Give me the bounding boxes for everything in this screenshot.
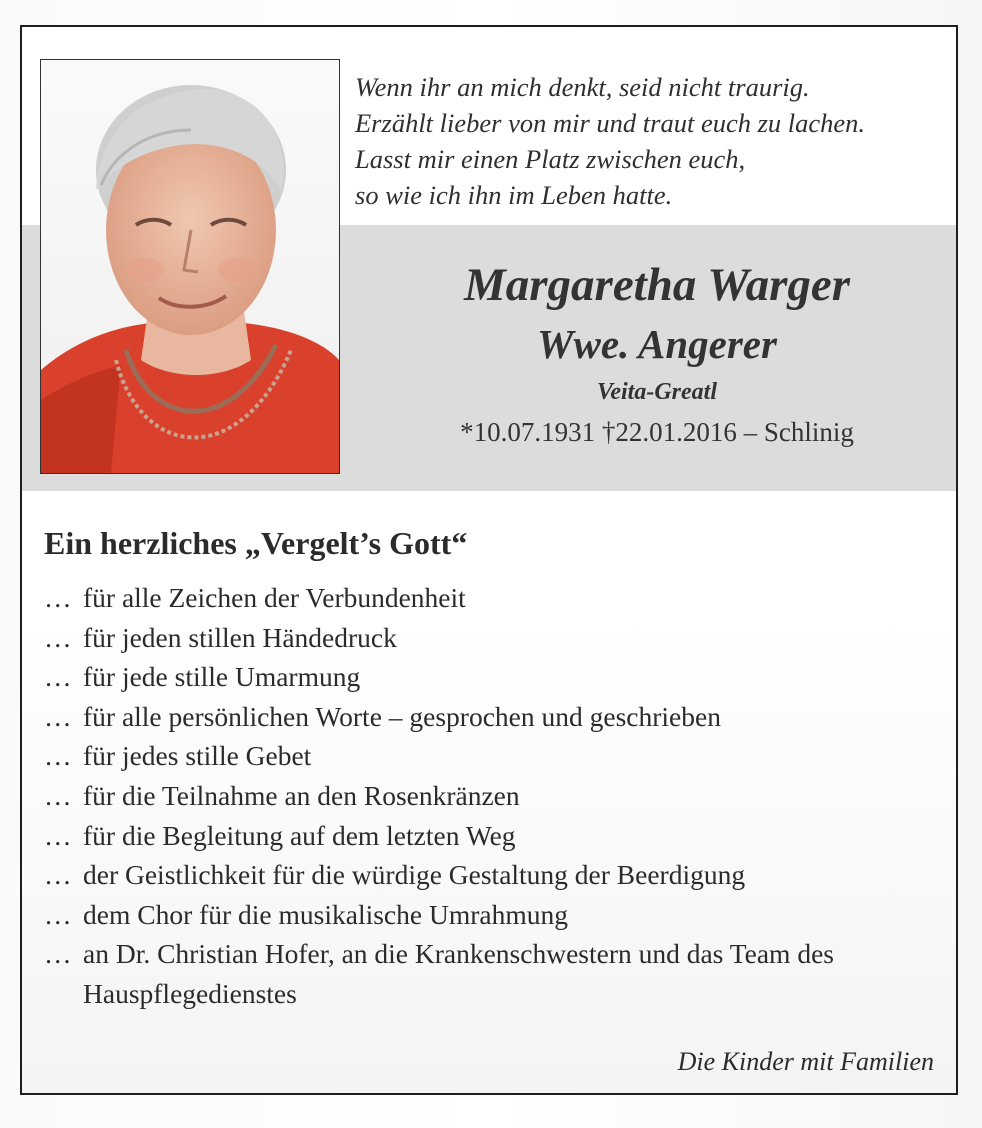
- portrait-image: [41, 60, 339, 473]
- ellipsis-bullet: …: [44, 661, 72, 693]
- poem: [355, 69, 955, 213]
- poem-line: so wie ich ihn im Leben hatte.: [355, 180, 673, 210]
- thanks-list: [44, 578, 944, 1014]
- list-item: [44, 776, 944, 816]
- ellipsis-bullet: …: [44, 779, 72, 811]
- list-item-text: dem Chor für die musikalische Umrahmung: [83, 898, 568, 930]
- ellipsis-bullet: …: [44, 938, 72, 970]
- signature: Die Kinder mit Familien: [677, 1047, 934, 1076]
- ellipsis-bullet: …: [44, 582, 72, 613]
- poem-line: Lasst mir einen Platz zwischen euch,: [355, 144, 746, 174]
- list-item-text: für alle Zeichen der Verbundenheit: [83, 582, 466, 613]
- list-item: [44, 578, 944, 618]
- list-item: [44, 855, 944, 895]
- ellipsis-bullet: …: [44, 819, 72, 851]
- name-block: [362, 257, 952, 449]
- ellipsis-bullet: …: [44, 740, 72, 772]
- list-item-text: für die Teilnahme an den Rosenkränzen: [83, 779, 520, 811]
- widow-name: Wwe. Angerer: [537, 321, 777, 367]
- ellipsis-bullet: …: [44, 621, 72, 653]
- thanks-heading: Ein herzliches „Vergelt’s Gott“: [44, 525, 468, 561]
- list-item-text: für jedes stille Gebet: [83, 740, 312, 772]
- list-item: [44, 895, 944, 935]
- poem-line: Erzählt lieber von mir und traut euch zu lachen.: [355, 108, 866, 138]
- poem-line: Wenn ihr an mich denkt, seid nicht traurig.: [355, 72, 810, 102]
- list-item: [44, 736, 944, 776]
- list-item: [44, 618, 944, 658]
- ellipsis-bullet: …: [44, 700, 72, 732]
- nickname: Veita-Greatl: [597, 379, 717, 405]
- list-item: [44, 934, 944, 1013]
- list-item-text: an Dr. Christian Hofer, an die Krankenschwestern und das Team des Hauspflegedienstes: [83, 938, 834, 1009]
- ellipsis-bullet: …: [44, 859, 72, 891]
- list-item: [44, 697, 944, 737]
- list-item-text: für jeden stillen Händedruck: [83, 621, 397, 653]
- list-item-text: für jede stille Umarmung: [83, 661, 361, 693]
- list-item: [44, 657, 944, 697]
- portrait-photo: [40, 59, 340, 474]
- list-item-text: für alle persönlichen Worte – gesprochen und geschrieben: [83, 700, 721, 732]
- list-item: [44, 816, 944, 856]
- list-item-text: für die Begleitung auf dem letzten Weg: [83, 819, 516, 851]
- obituary-card: [20, 25, 958, 1095]
- life-dates: *10.07.1931 †22.01.2016 – Schlinig: [460, 417, 854, 447]
- deceased-name: Margaretha Warger: [463, 259, 851, 311]
- list-item-text: der Geistlichkeit für die würdige Gestaltung der Beerdigung: [83, 859, 746, 891]
- ellipsis-bullet: …: [44, 898, 72, 930]
